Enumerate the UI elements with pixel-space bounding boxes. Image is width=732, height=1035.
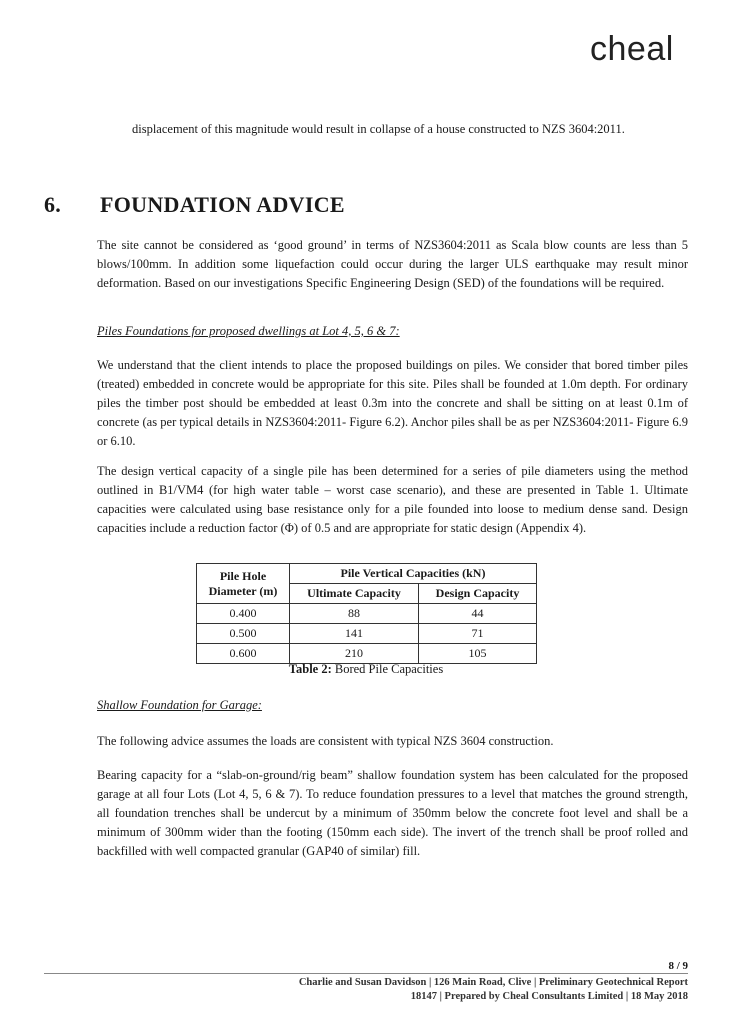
cell-design: 44 bbox=[419, 604, 537, 624]
section-heading bbox=[44, 192, 345, 218]
table-header-ultimate: Ultimate Capacity bbox=[290, 584, 419, 604]
cell-design: 105 bbox=[419, 644, 537, 664]
footer-company-line: 18147 | Prepared by Cheal Consultants Limited | 18 May 2018 bbox=[410, 991, 688, 1002]
table-caption bbox=[0, 662, 732, 677]
cell-design: 71 bbox=[419, 624, 537, 644]
cell-ultimate: 88 bbox=[290, 604, 419, 624]
cell-diameter: 0.500 bbox=[197, 624, 290, 644]
table-header-design: Design Capacity bbox=[419, 584, 537, 604]
table-header-group: Pile Vertical Capacities (kN) bbox=[290, 564, 537, 584]
piles-paragraph: We understand that the client intends to place the proposed buildings on piles. We consider that bored timber piles (treated) embedded in concrete would be appropriate for this site. Piles shall be founded at 1.0m depth. For ordinary piles the timber post should be embedded at least 0.3m into the concrete and shall be sitting on at least 0.1m of concrete (as per typical details in NZS3604:2011- Figure 6.2). Anchor piles shall be as per NZS3604:2011- Figure 6.9 or 6.10. bbox=[97, 358, 688, 448]
cell-diameter: 0.400 bbox=[197, 604, 290, 624]
table-row bbox=[197, 644, 537, 664]
intro-paragraph: displacement of this magnitude would result in collapse of a house constructed to NZS 3604:2011. bbox=[132, 122, 625, 136]
ground-paragraph: The site cannot be considered as ‘good ground’ in terms of NZS3604:2011 as Scala blow counts are less than 5 blows/100mm. In addition some liquefaction could occur during the larger ULS earthquake may result minor deformation. Based on our investigations Specific Engineering Design (SED) of the foundations will be required. bbox=[97, 238, 688, 290]
table-header-row bbox=[197, 564, 537, 584]
shallow-paragraph: The following advice assumes the loads are consistent with typical NZS 3604 construction. bbox=[97, 734, 554, 748]
table-caption-label: Table 2: bbox=[288, 662, 332, 676]
header-diameter-line1: Pile Hole bbox=[219, 568, 267, 583]
cell-diameter: 0.600 bbox=[197, 644, 290, 664]
section-title: FOUNDATION ADVICE bbox=[100, 192, 345, 217]
bearing-paragraph: Bearing capacity for a “slab-on-ground/rig beam” shallow foundation system has been calculated for the proposed garage at all four Lots (Lot 4, 5, 6 & 7). To reduce foundation pressures to a level that matches the ground strength, all foundation trenches shall be undercut by a minimum of 350mm below the concrete foot level and shall be a minimum of 300mm wider than the footing (150mm each side). The invert of the trench shall be proof rolled and backfilled with well compacted granular (GAP40 of similar) fill. bbox=[97, 768, 688, 858]
table-header-diameter bbox=[197, 564, 290, 604]
footer-report-line: Charlie and Susan Davidson | 126 Main Road, Clive | Preliminary Geotechnical Report bbox=[298, 977, 688, 988]
shallow-subheading: Shallow Foundation for Garage: bbox=[97, 698, 262, 712]
cell-ultimate: 210 bbox=[290, 644, 419, 664]
footer-divider bbox=[44, 973, 688, 974]
table-row bbox=[197, 604, 537, 624]
header-diameter-line2: Diameter (m) bbox=[208, 583, 278, 598]
pile-capacity-table bbox=[196, 563, 537, 664]
page-number: 8 / 9 bbox=[668, 960, 688, 972]
company-logo: cheal bbox=[590, 30, 674, 68]
table-row bbox=[197, 624, 537, 644]
piles-subheading: Piles Foundations for proposed dwellings at Lot 4, 5, 6 & 7: bbox=[97, 324, 400, 338]
section-number: 6. bbox=[44, 192, 62, 217]
capacity-paragraph: The design vertical capacity of a single pile has been determined for a series of pile diameters using the method outlined in B1/VM4 (for high water table – worst case scenario), and these are presented in Table 1. Ultimate capacities were calculated using base resistance only for a pile founded into loose to medium dense sand. Design capacities include a reduction factor (Φ) of 0.5 and are appropriate for static design (Appendix 4). bbox=[97, 464, 688, 535]
cell-ultimate: 141 bbox=[290, 624, 419, 644]
table-caption-text: Bored Pile Capacities bbox=[334, 662, 444, 676]
